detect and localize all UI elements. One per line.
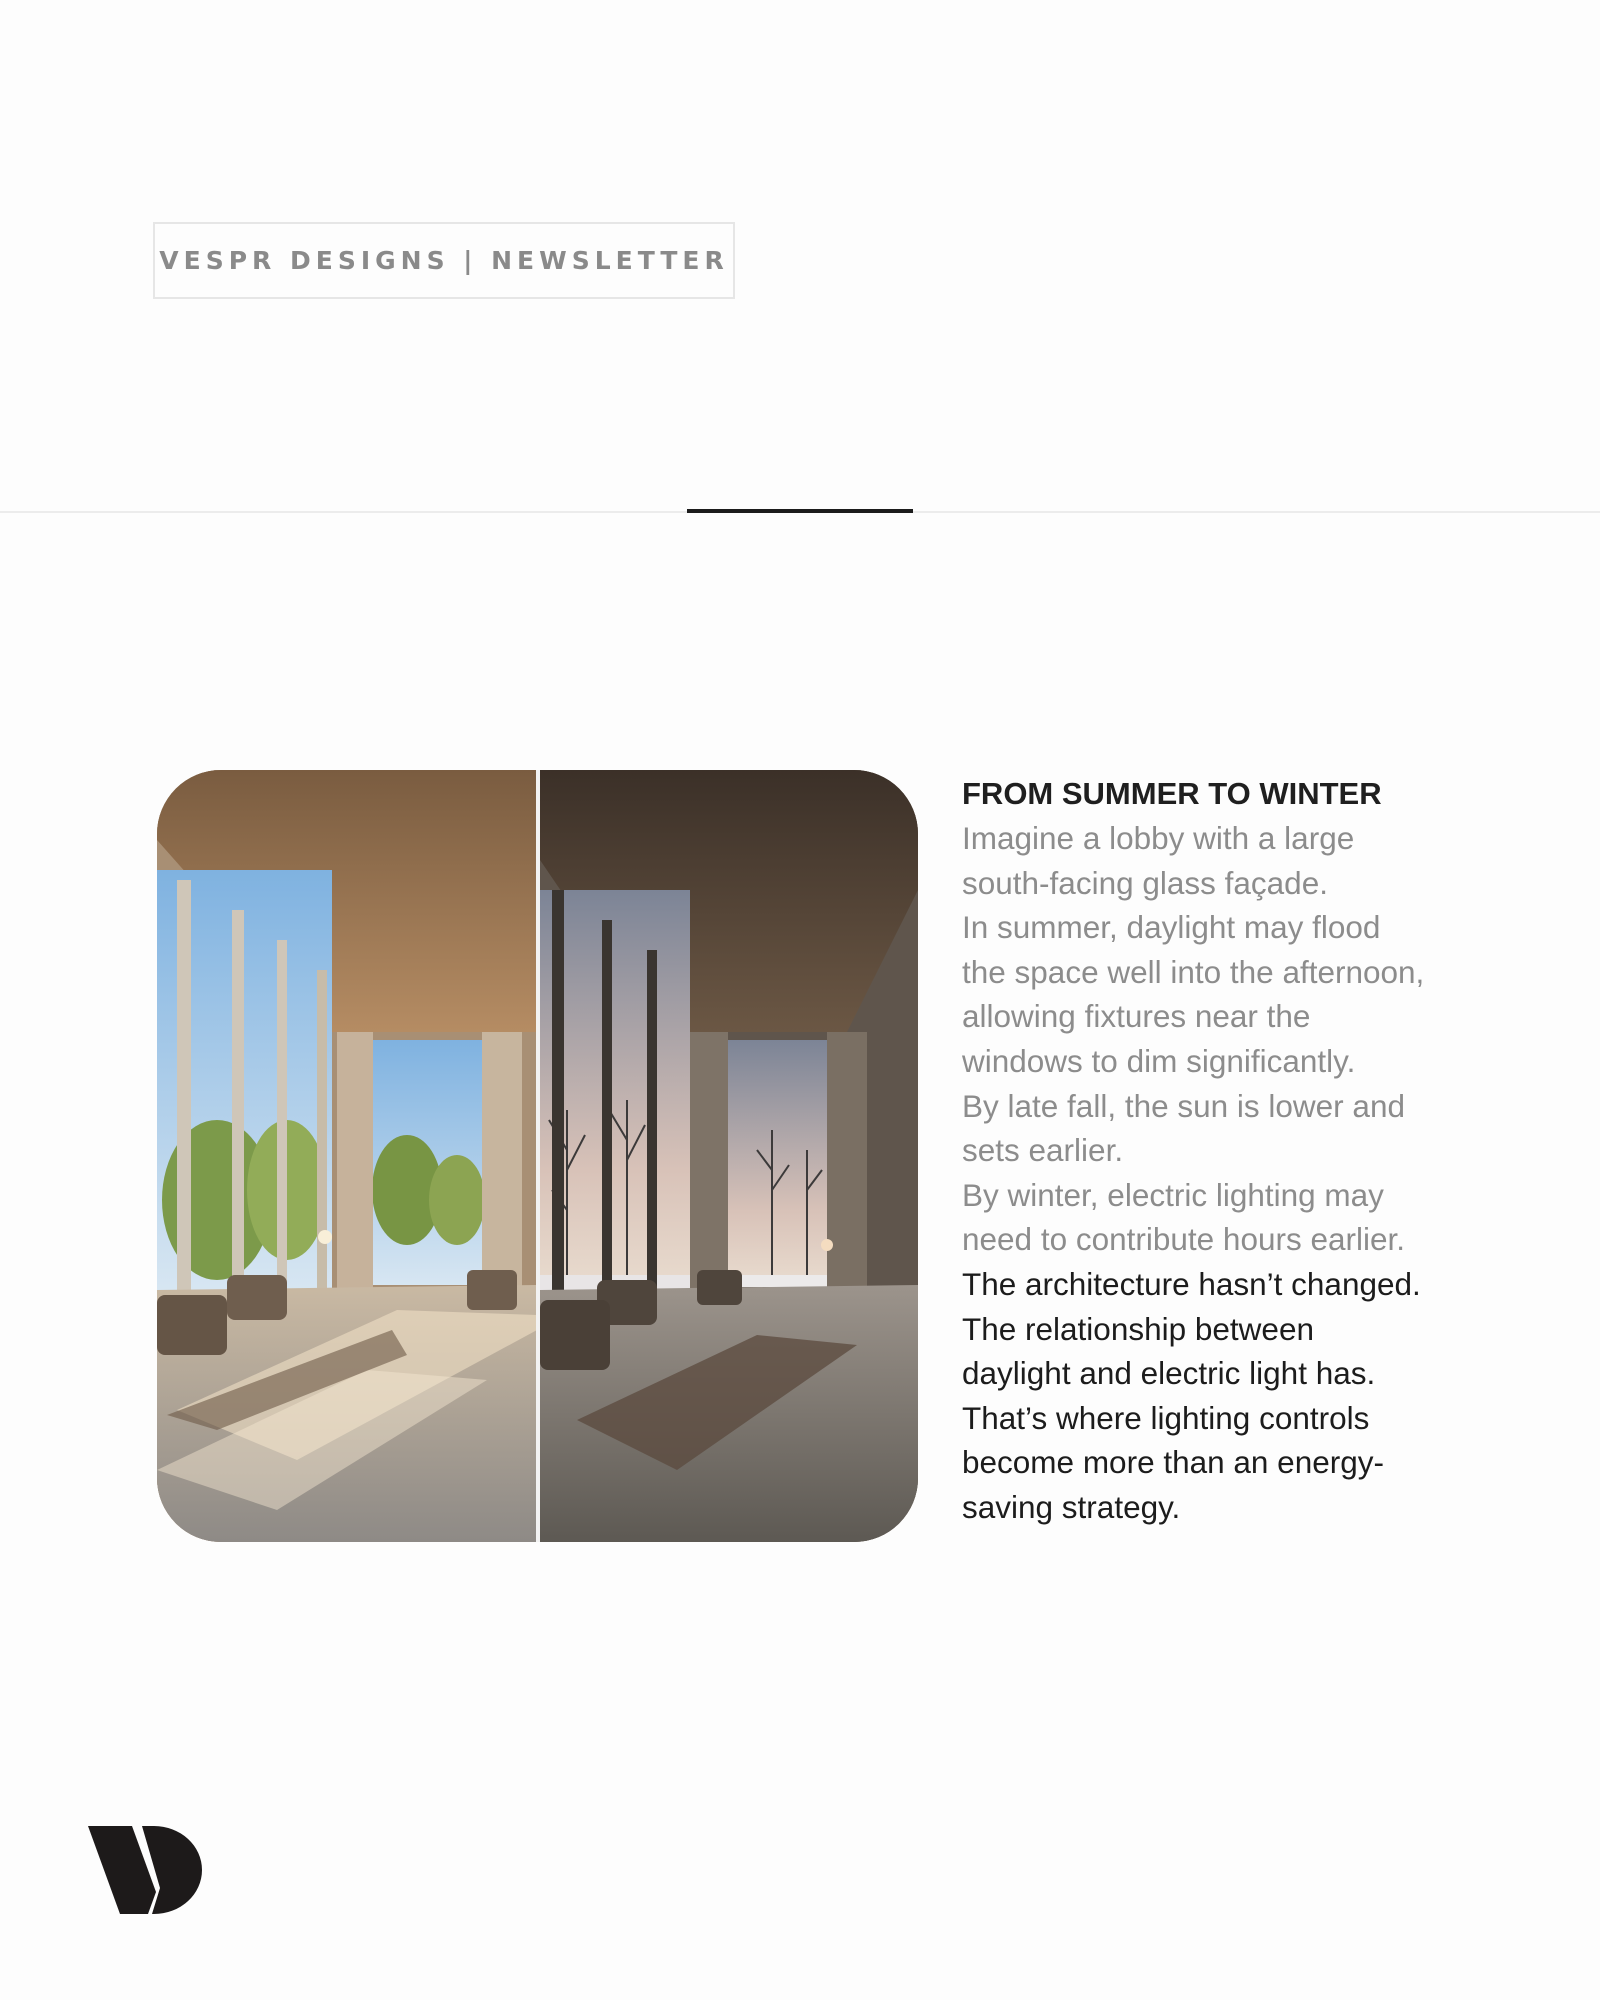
article-line: The architecture hasn’t changed. xyxy=(962,1265,1421,1302)
article-block xyxy=(962,772,1482,1530)
article-line: need to contribute hours earlier. xyxy=(962,1221,1406,1258)
article-line: By late fall, the sun is lower and xyxy=(962,1087,1405,1124)
article-line: In summer, daylight may flood xyxy=(962,909,1381,946)
article-line: By winter, electric lighting may xyxy=(962,1176,1384,1213)
section-divider-accent xyxy=(687,509,913,513)
article-line: windows to dim significantly. xyxy=(962,1042,1356,1079)
article-line: the space well into the afternoon, xyxy=(962,953,1425,990)
lobby-comparison-illustration xyxy=(157,770,918,1542)
summer-winter-lobby-image xyxy=(157,770,918,1542)
article-line: daylight and electric light has. xyxy=(962,1355,1376,1392)
vespr-logo-mark xyxy=(88,1826,202,1914)
article-line: Imagine a lobby with a large xyxy=(962,820,1355,856)
article-line: sets earlier. xyxy=(962,1132,1124,1169)
article-line: become more than an energy- xyxy=(962,1444,1384,1481)
article-line: allowing fixtures near the xyxy=(962,998,1311,1035)
article-line: That’s where lighting controls xyxy=(962,1399,1370,1436)
newsletter-header-box xyxy=(153,222,735,299)
article-line: The relationship between xyxy=(962,1310,1314,1347)
vespr-logo xyxy=(88,1826,202,1914)
article-line: saving strategy. xyxy=(962,1488,1181,1525)
article-line: south-facing glass façade. xyxy=(962,864,1328,901)
article-title: FROM SUMMER TO WINTER xyxy=(962,776,1382,811)
newsletter-header-label: VESPR DESIGNS | NEWSLETTER xyxy=(159,246,729,275)
